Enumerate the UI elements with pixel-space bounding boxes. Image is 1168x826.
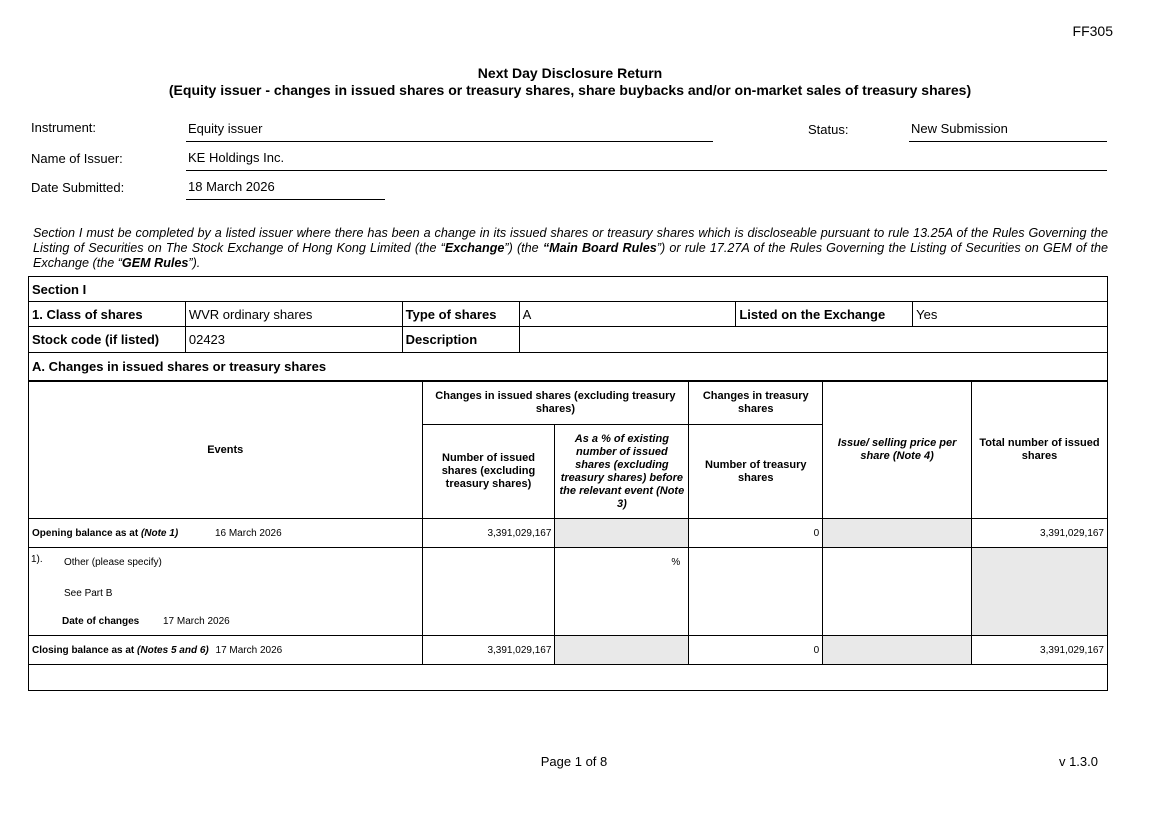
class-of-shares-value: WVR ordinary shares — [185, 302, 402, 327]
issue-price-header: Issue/ selling price per share (Note 4) — [823, 382, 972, 519]
listed-value: Yes — [913, 302, 1108, 327]
blank-row — [29, 665, 1108, 691]
event-number: 1). — [31, 554, 43, 565]
class-of-shares-label: 1. Class of shares — [29, 302, 186, 327]
type-of-shares-value: A — [519, 302, 736, 327]
event-type: Other (please specify) — [64, 557, 162, 568]
instrument-value: Equity issuer — [186, 120, 713, 142]
closing-treasury: 0 — [689, 636, 823, 665]
stock-code-value: 02423 — [185, 327, 402, 353]
closing-balance-label: Closing balance as at — [32, 644, 135, 656]
total-issued-header: Total number of issued shares — [972, 382, 1108, 519]
opening-pct-cell — [555, 519, 689, 548]
closing-balance-cell — [29, 636, 423, 665]
closing-price-cell — [823, 636, 972, 665]
instrument-label: Instrument: — [31, 120, 97, 135]
num-issued-header: Number of issued shares (excluding treasury shares) — [422, 425, 555, 519]
description-value — [519, 327, 1107, 353]
opening-balance-label: Opening balance as at — [32, 527, 139, 539]
description-label: Description — [402, 327, 519, 353]
table-row — [29, 548, 1108, 636]
table-row — [29, 636, 1108, 665]
page-subtitle: (Equity issuer - changes in issued shares or treasury shares, share buybacks and/or on-market sales of treasury shares) — [168, 82, 972, 98]
event-specification: See Part B — [64, 588, 113, 599]
num-treasury-header: Number of treasury shares — [689, 425, 823, 519]
opening-treasury: 0 — [689, 519, 823, 548]
table-row — [29, 519, 1108, 548]
pct-existing-header: As a % of existing number of issued shares (excluding treasury shares) before the relevant event (Note 3) — [555, 425, 689, 519]
changes-issued-header: Changes in issued shares (excluding treasury shares) — [422, 382, 689, 425]
events-header: Events — [29, 382, 423, 519]
listed-label: Listed on the Exchange — [736, 302, 913, 327]
section-1-table — [28, 276, 1108, 381]
closing-issued: 3,391,029,167 — [422, 636, 555, 665]
changes-heading: A. Changes in issued shares or treasury shares — [29, 353, 1108, 381]
event-price-cell — [823, 548, 972, 636]
stock-code-label: Stock code (if listed) — [29, 327, 186, 353]
opening-total: 3,391,029,167 — [972, 519, 1108, 548]
status-value: New Submission — [909, 120, 1107, 142]
date-of-changes-label: Date of changes — [62, 616, 140, 627]
event-treasury-cell — [689, 548, 823, 636]
opening-date: 16 March 2026 — [214, 527, 282, 539]
event-total-cell — [972, 548, 1108, 636]
form-version: v 1.3.0 — [1058, 754, 1098, 769]
opening-balance-cell — [29, 519, 423, 548]
date-of-changes-value: 17 March 2026 — [163, 616, 230, 627]
event-cell — [29, 548, 423, 636]
page-title: Next Day Disclosure Return — [477, 65, 663, 81]
opening-issued: 3,391,029,167 — [422, 519, 555, 548]
changes-treasury-header: Changes in treasury shares — [689, 382, 823, 425]
closing-pct-cell — [555, 636, 689, 665]
status-label: Status: — [808, 122, 849, 137]
page-number: Page 1 of 8 — [540, 754, 608, 769]
closing-total: 3,391,029,167 — [972, 636, 1108, 665]
issuer-value: KE Holdings Inc. — [186, 149, 1107, 171]
event-pct-cell: % — [555, 548, 689, 636]
section-intro-text: Section I must be completed by a listed issuer where there has been a change in its issued shares or treasury shares which is discloseable pursuant to rule 13.25A of the Rules Governing the Listing of Securities on The Stock Exchange of Hong Kong Limited (the “Exchange”) (the “Main Board Rules”) or rule 17.27A of the Rules Governing the Listing of Securities on GEM of the Exchange (the “GEM Rules”). — [33, 226, 1108, 270]
form-code: FF305 — [1072, 23, 1113, 39]
opening-note: (Note 1) — [140, 527, 179, 539]
type-of-shares-label: Type of shares — [402, 302, 519, 327]
closing-note: (Notes 5 and 6) — [137, 644, 209, 656]
issuer-label: Name of Issuer: — [31, 151, 123, 166]
section-1-heading: Section I — [29, 277, 1108, 302]
opening-price-cell — [823, 519, 972, 548]
date-submitted-label: Date Submitted: — [31, 180, 125, 195]
event-issued-cell — [422, 548, 555, 636]
date-submitted-value: 18 March 2026 — [186, 178, 385, 200]
changes-table — [28, 381, 1108, 691]
closing-date: 17 March 2026 — [215, 644, 283, 656]
